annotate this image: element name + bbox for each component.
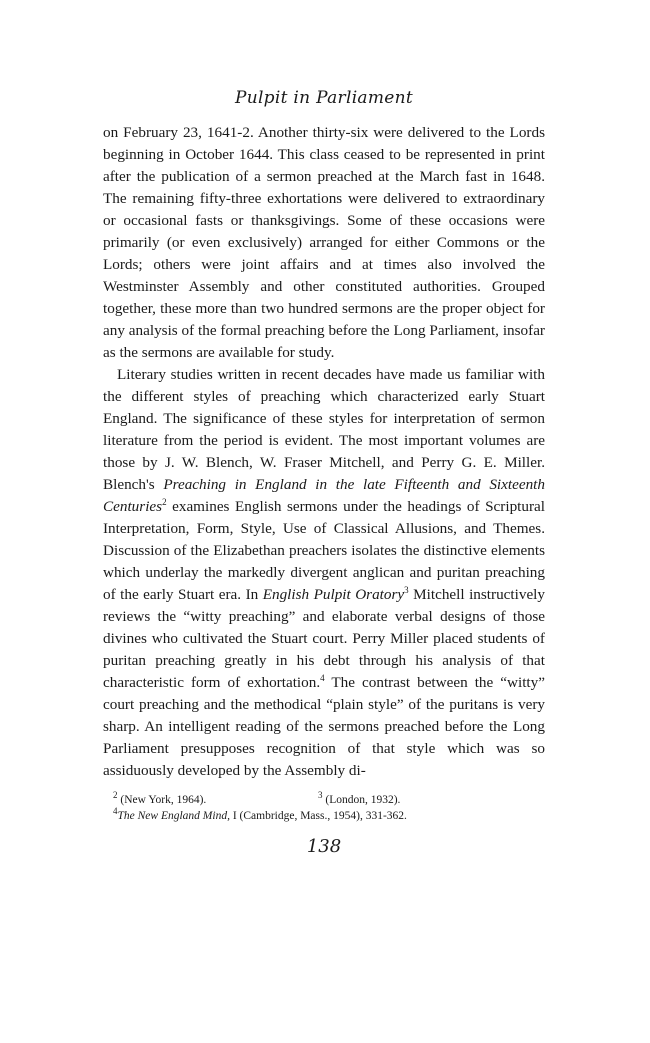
footnote-4 [113, 808, 545, 824]
footnote-ref-3[interactable]: 3 [404, 584, 409, 595]
running-title: Pulpit in Parliament [234, 88, 414, 108]
book-title-mitchell: English Pulpit Oratory [262, 586, 405, 603]
paragraph-2-part-d: The contrast between the “witty” court preaching and the methodical “plain style” of the puritans is very sharp. An intelligent reading of the sermons preached before the Long Parliament presupposes recognition of that style which was so assiduously developed by the Assembly di- [103, 674, 545, 779]
footnote-2-text: (New York, 1964). [120, 794, 207, 806]
footnote-mark-4: 4 [113, 806, 118, 817]
paragraph-2 [103, 364, 545, 782]
footnotes [103, 792, 545, 824]
footnote-ref-4[interactable]: 4 [320, 672, 325, 683]
paragraph-2-part-b: examines English sermons under the headings of Scriptural Interpretation, Form, Style, Use of Classical Allusions, and Themes. Discussion of the Elizabethan preachers isolates the distinctive elements which underlay the markedly divergent anglican and puritan preaching of the early Stuart era. In [103, 498, 545, 603]
footnote-4-text: I (Cambridge, Mass., 1954), 331-362. [232, 810, 407, 822]
footnote-ref-2[interactable]: 2 [162, 496, 167, 507]
footnote-3-text: (London, 1932). [325, 794, 401, 806]
footnote-2 [113, 792, 318, 808]
body-text [103, 122, 545, 782]
book-title-blench: Preaching in England in the late Fifteenth and Sixteenth Centuries [103, 476, 545, 515]
paragraph-2-part-a: Literary studies written in recent decades have made us familiar with the different styles of preaching which characterized early Stuart England. The significance of these styles for interpretation of sermon literature from the period is evident. The most important volumes are those by J. W. Blench, W. Fraser Mitchell, and Perry G. E. Miller. Blench's [103, 366, 545, 493]
paragraph-2-part-c: Mitchell instructively reviews the “witty preaching” and elaborate verbal designs of those divines who cultivated the Stuart court. Perry Miller placed students of puritan preaching greatly in his debt through his analysis of that characteristic form of exhortation. [103, 586, 545, 691]
footnote-mark-2: 2 [113, 790, 118, 801]
footnote-mark-3: 3 [318, 790, 323, 801]
page-content [103, 88, 545, 857]
paragraph-1: on February 23, 1641-2. Another thirty-six were delivered to the Lords beginning in October 1644. This class ceased to be represented in print after the publication of a sermon preached at the March fast in 1648. The remaining fifty-three exhortations were delivered to extraordinary or occasional fasts or thanksgivings. Some of these occasions were primarily (or even exclusively) arranged for either Commons or the Lords; others were joint affairs and at times also involved the Westminster Assembly and other constituted authorities. Grouped together, these more than two hundred sermons are the proper object for any analysis of the formal preaching before the Long Parliament, insofar as the sermons are available for study. [103, 124, 545, 361]
footnote-3 [318, 792, 400, 808]
page-number: 138 [306, 836, 342, 857]
footnote-row [113, 792, 545, 808]
footnote-4-title: The New England Mind, [117, 810, 230, 822]
